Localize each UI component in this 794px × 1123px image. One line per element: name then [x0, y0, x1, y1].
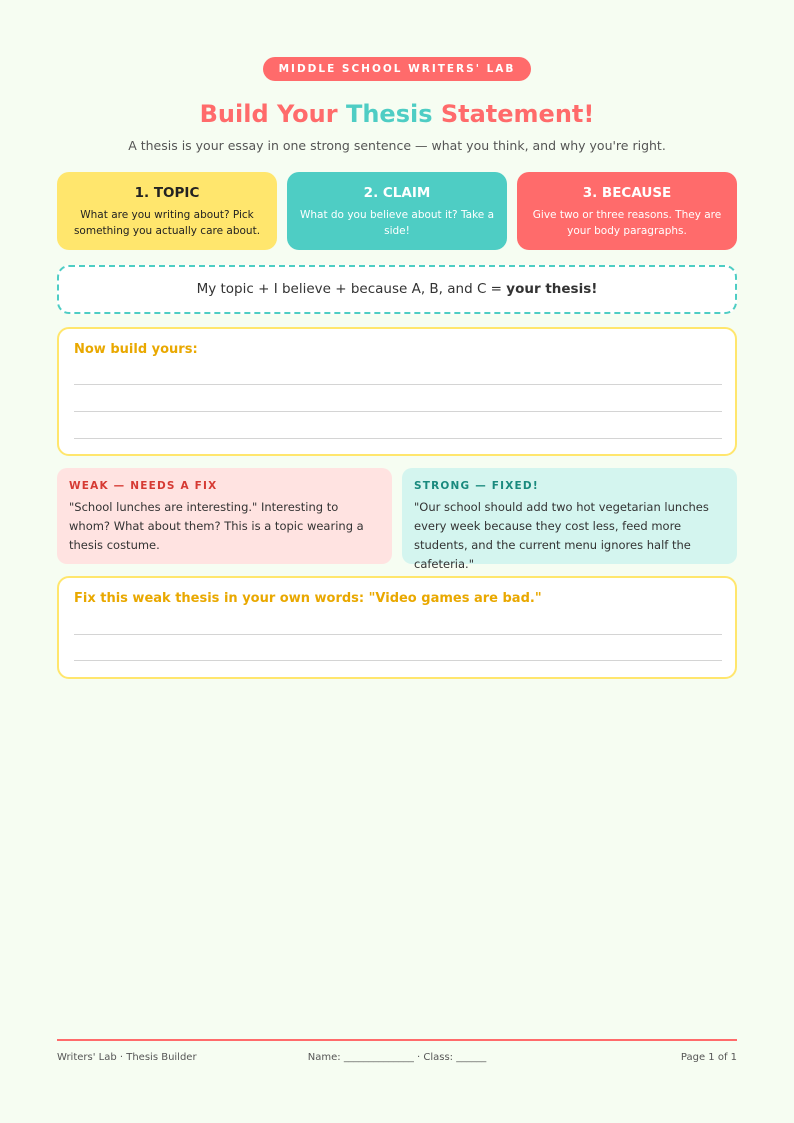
- lab-badge: MIDDLE SCHOOL WRITERS' LAB: [263, 57, 532, 81]
- step-card-because: [517, 172, 737, 250]
- steps-row: [57, 172, 737, 250]
- weak-text: "School lunches are interesting." Interesting to whom? What about them? This is a topic wearing a thesis costume.: [69, 500, 364, 552]
- step-card-topic: [57, 172, 277, 250]
- step-title: 1. TOPIC: [134, 185, 200, 201]
- build-prompt: Now build yours:: [74, 342, 198, 357]
- strong-heading: STRONG — FIXED!: [414, 480, 539, 492]
- formula-bold: your thesis!: [506, 281, 598, 297]
- title-part-2: Statement!: [432, 100, 595, 128]
- page-footer: [57, 1050, 737, 1066]
- footer-page-number: Page 1 of 1: [680, 1052, 737, 1063]
- step-description: What do you believe about it? Take a side!: [299, 209, 495, 237]
- page-title: [57, 96, 737, 132]
- step-description: What are you writing about? Pick something you actually care about.: [73, 209, 261, 237]
- step-title: 3. BECAUSE: [582, 185, 672, 201]
- fix-prompt: Fix this weak thesis in your own words: "Video games are bad.": [74, 591, 542, 606]
- fix-thesis-box: [57, 576, 737, 679]
- title-accent: Thesis: [345, 100, 433, 128]
- weak-example-card: [57, 468, 392, 564]
- writing-line[interactable]: [74, 660, 722, 661]
- weak-heading: WEAK — NEEDS A FIX: [69, 480, 218, 492]
- writing-line[interactable]: [74, 411, 722, 412]
- build-yours-box: [57, 327, 737, 456]
- footer-divider: [57, 1039, 737, 1041]
- formula-text: My topic + I believe + because A, B, and C =: [196, 281, 507, 297]
- step-card-claim: [287, 172, 507, 250]
- writing-line[interactable]: [74, 634, 722, 635]
- thesis-formula: [57, 265, 737, 314]
- title-part-1: Build Your: [199, 100, 346, 128]
- step-title: 2. CLAIM: [363, 185, 431, 201]
- page-subtitle: A thesis is your essay in one strong sentence — what you think, and why you're right.: [128, 138, 666, 153]
- writing-line[interactable]: [74, 438, 722, 439]
- footer-left: Writers' Lab · Thesis Builder: [57, 1052, 197, 1063]
- step-description: Give two or three reasons. They are your body paragraphs.: [532, 209, 722, 237]
- strong-text: "Our school should add two hot vegetarian lunches every week because they cost less, feed more students, and the current menu ignores half the cafeteria.": [414, 500, 709, 571]
- badge-container: [57, 57, 737, 81]
- strong-example-card: [402, 468, 737, 571]
- footer-name-class: Name: ______________ · Class: ______: [307, 1052, 487, 1063]
- writing-line[interactable]: [74, 384, 722, 385]
- worksheet-page: [57, 0, 737, 1123]
